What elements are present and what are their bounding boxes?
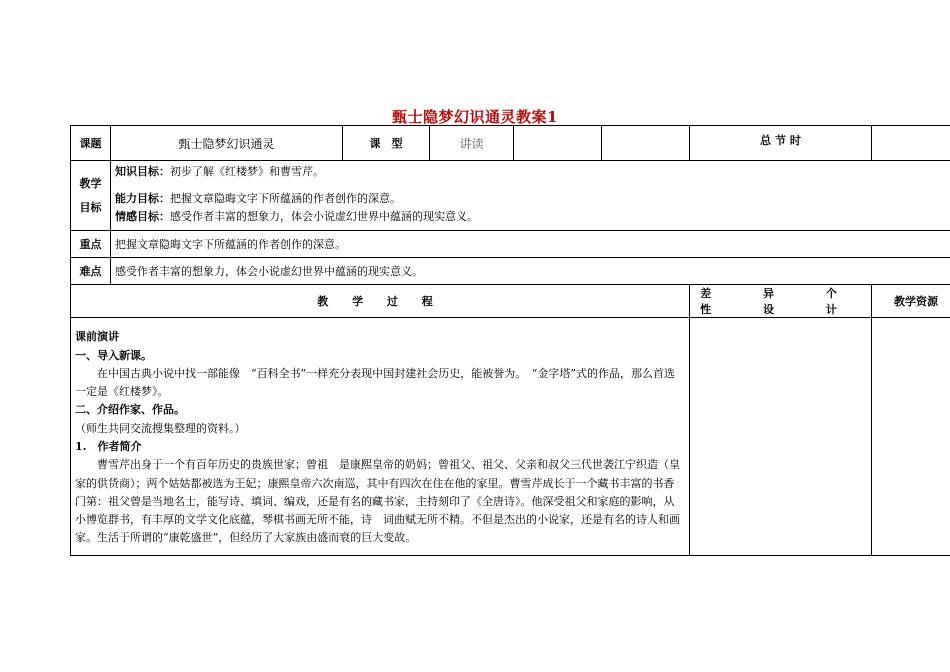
goals-label — [71, 161, 111, 231]
knowledge-goal: 知识目标：初步了解《红楼梦》和曹雪芹。 — [115, 165, 324, 178]
section-1-title: 一、导入新课。 — [75, 348, 152, 362]
type-value: 讲读 — [430, 126, 514, 161]
empty-cell — [602, 126, 690, 161]
difficulty-label: 难点 — [71, 258, 111, 285]
type-label: 课 型 — [343, 126, 430, 161]
pre-class-speech: 课前演讲 — [75, 330, 119, 344]
author-intro-text: 曹雪芹出身于一个有百年历史的贵族世家；曾祖 是康熙皇帝的奶妈；曾祖父、祖父、父亲和叔父三代世袭江宁织造（皇家的供货商）；两个姑姑都被选为王妃；康熙皇帝六次南巡，其中有四次在住在他的家里。曹雪芹成长于一个藏书丰富的书香门第：祖父曾是当地名士，能写诗、填词、编戏，还是有名的藏书家，主持刻印了《全唐诗》。他深受祖父和家庭的影响，从 小博览群书，有丰厚的文学文化底蕴，琴棋书画无所不能，诗 词曲赋无所不精。不但是杰出的小说家，还是有名的诗人和画家。生活于所谓的“康乾盛世”，但经历了大家族由盛而衰的巨大变故。 — [75, 458, 686, 545]
key-point-row — [71, 231, 950, 258]
difficulty-text: 感受作者丰富的想象力，体会小说虚幻世界中蕴涵的现实意义。 — [111, 258, 950, 285]
key-point-text: 把握文章隐晦文字下所蕴涵的作者创作的深意。 — [111, 231, 950, 258]
topic-value: 甄士隐梦幻识通灵 — [111, 126, 343, 161]
resources-column-header: 教学资源 — [872, 285, 950, 318]
empty-cell — [514, 126, 602, 161]
topic-label: 课题 — [71, 126, 111, 161]
document-title: 甄士隐梦幻识通灵教案1 — [392, 108, 558, 126]
difference-column-header: 差 异 个 性 设 计 — [690, 285, 872, 318]
lesson-plan-table — [70, 125, 950, 556]
column-header-row — [71, 285, 950, 318]
goals-content — [111, 161, 950, 231]
goals-label-line2: 目标 — [79, 200, 102, 214]
header-row — [71, 126, 950, 161]
hours-value — [872, 126, 950, 161]
section-2-note: （师生共同交流搜集整理的资料。） — [75, 421, 246, 435]
goals-label-line1: 教学 — [79, 176, 102, 190]
section-2-subtitle: 1. 作者简介 — [75, 440, 142, 453]
process-row — [71, 318, 950, 556]
key-point-label: 重点 — [71, 231, 111, 258]
section-1-text: 在中国古典小说中找一部能像 “百科全书”一样充分表现中国封建社会历史，能被誉为。 “金字塔”式的作品，那么首选一定是《红楼梦》。 — [75, 366, 675, 399]
hours-label: 总 节 时 — [690, 126, 872, 161]
difference-content — [690, 318, 872, 556]
resources-content — [872, 318, 950, 556]
emotion-goal: 情感目标：感受作者丰富的想象力，体会小说虚幻世界中蕴涵的现实意义。 — [115, 210, 478, 223]
goals-row — [71, 161, 950, 231]
difficulty-row — [71, 258, 950, 285]
section-2-title: 二、介绍作家、作品。 — [75, 403, 185, 417]
process-content — [71, 318, 690, 556]
ability-goal: 能力目标：把握文章隐晦文字下所蕴涵的作者创作的深意。 — [115, 192, 401, 205]
process-column-header: 教 学 过 程 — [71, 285, 690, 318]
